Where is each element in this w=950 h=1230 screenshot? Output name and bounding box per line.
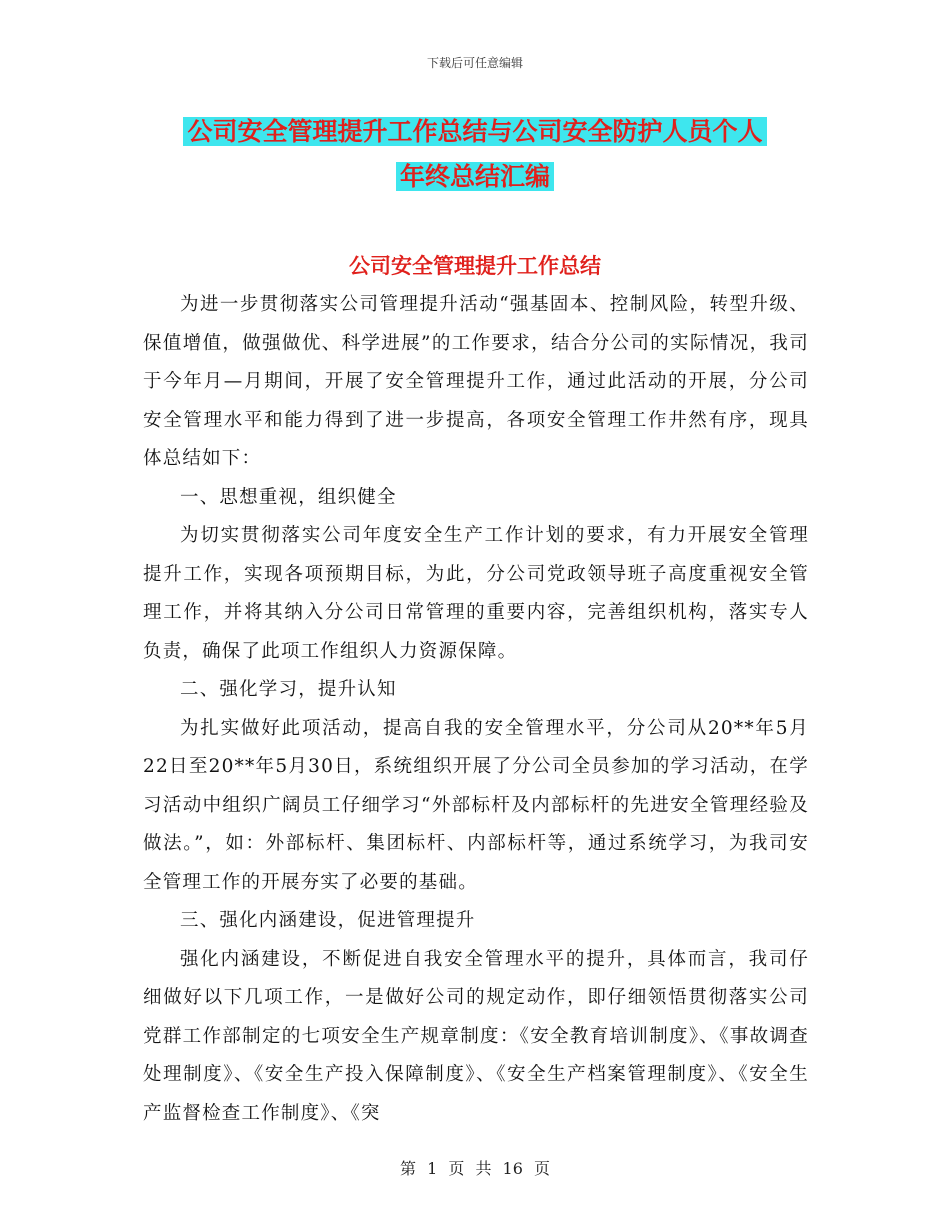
page-number: 第 1 页 共 16 页 [400, 1159, 550, 1178]
paragraph-2: 为扎实做好此项活动，提高自我的安全管理水平，分公司从20**年5月22日至20**年5月30日，系统组织开展了分公司全员参加的学习活动，在学习活动中组织广阔员工仔细学习“外部标杆及内部标杆的先进安全管理经验及做法。”，如：外部标杆、集团标杆、内部标杆等，通过系统学习，为我司安全管理工作的开展夯实了必要的基础。 [143, 717, 809, 893]
heading-3: 三、强化内涵建设，促进管理提升 [180, 910, 476, 931]
paragraph-1: 为切实贯彻落实公司年度安全生产工作计划的要求，有力开展安全管理提升工作，实现各项预期目标，为此，分公司党政领导班子高度重视安全管理工作，并将其纳入分公司日常管理的重要内容，完善组织机构，落实专人负责，确保了此项工作组织人力资源保障。 [143, 525, 809, 662]
heading-1: 一、思想重视，组织健全 [180, 486, 397, 508]
heading-2: 二、强化学习，提升认知 [180, 679, 397, 700]
document-title-line-2 [0, 157, 950, 193]
document-body [143, 286, 809, 1133]
document-title-line-1 [0, 112, 950, 148]
title-highlight-1: 公司安全管理提升工作总结与公司安全防护人员个人 [183, 117, 766, 146]
paragraph-3: 强化内涵建设，不断促进自我安全管理水平的提升，具体而言，我司仔细做好以下几项工作，一是做好公司的规定动作，即仔细领悟贯彻落实公司党群工作部制定的七项安全生产规章制度：《安全教育培训制度》、《事故调查处理制度》、《安全生产投入保障制度》、《安全生产档案管理制度》、《安全生产监督检查工作制度》、《突 [143, 948, 809, 1124]
page-header-note: 下载后可任意编辑 [426, 56, 523, 70]
section-title: 公司安全管理提升工作总结 [349, 253, 601, 278]
paragraph-intro: 为进一步贯彻落实公司管理提升活动“强基固本、控制风险，转型升级、保值增值，做强做优、科学进展”的工作要求，结合分公司的实际情况，我司于今年月—月期间，开展了安全管理提升工作，通过此活动的开展，分公司安全管理水平和能力得到了进一步提高，各项安全管理工作井然有序，现具体总结如下： [143, 294, 809, 469]
title-highlight-2: 年终总结汇编 [396, 162, 554, 191]
